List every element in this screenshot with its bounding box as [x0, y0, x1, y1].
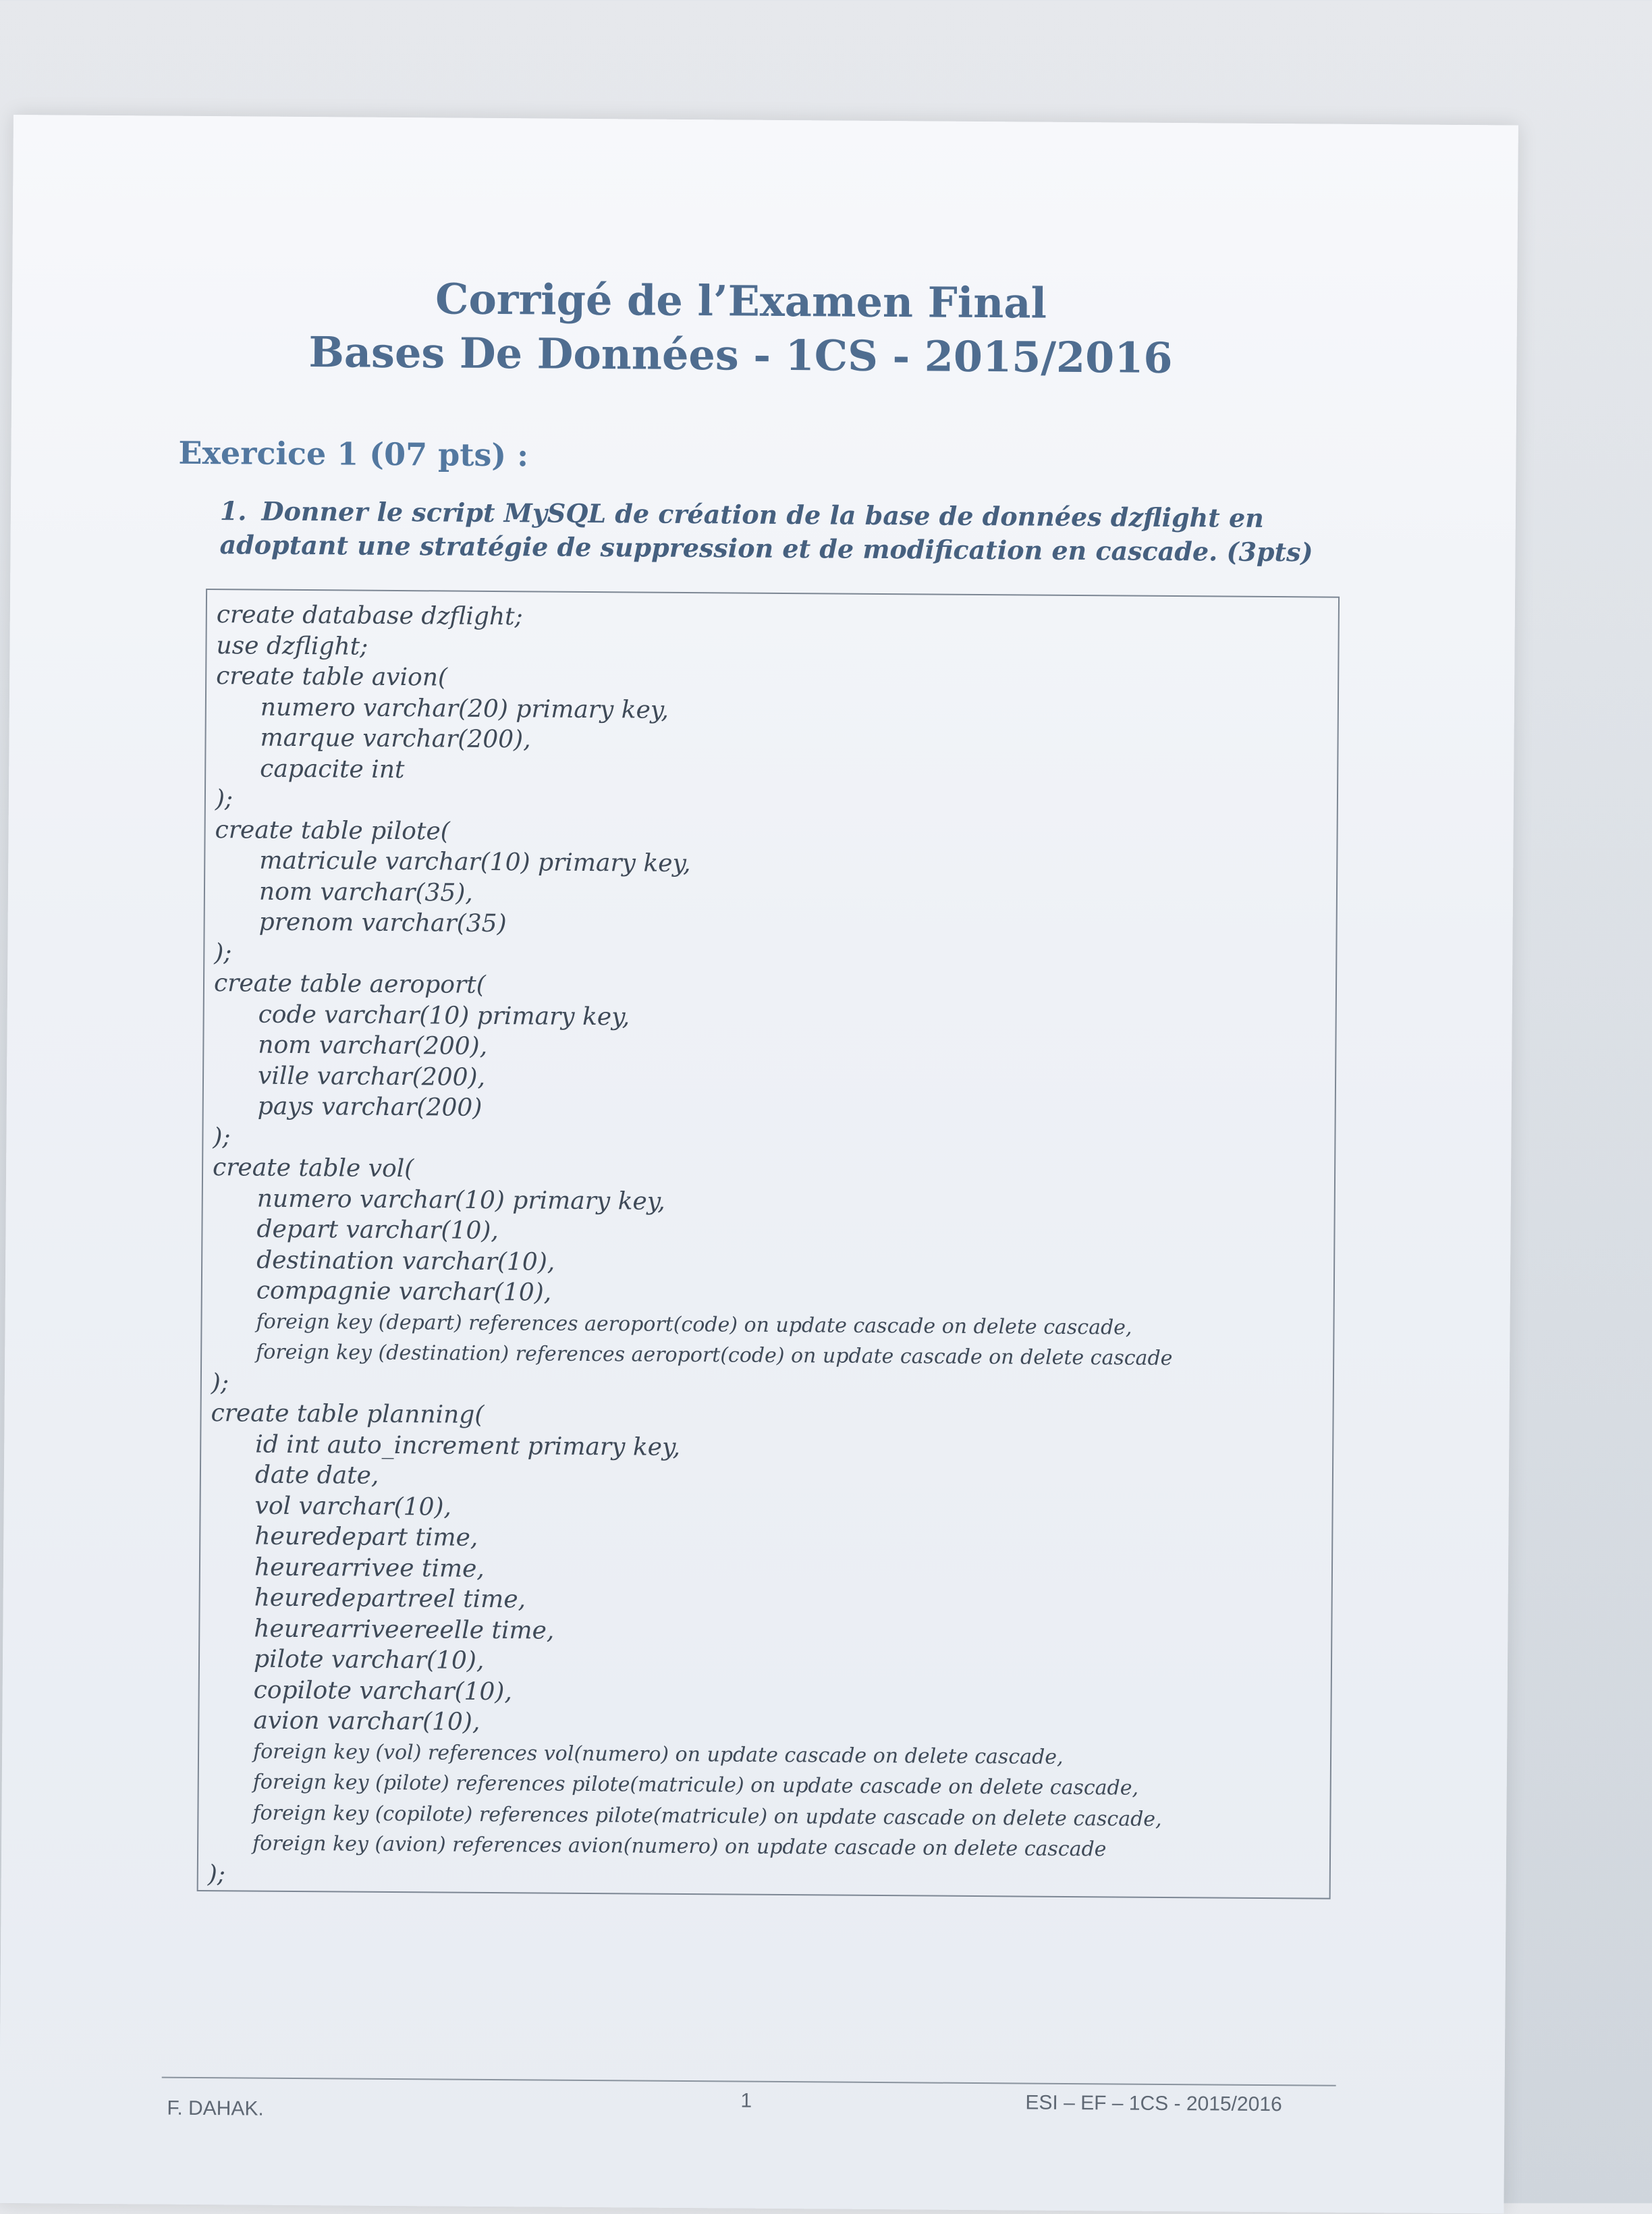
code-line: id int auto_increment primary key, [255, 1430, 681, 1461]
code-line: ville varchar(200), [257, 1062, 486, 1091]
footer-reference: ESI – EF – 1CS - 2015/2016 [1025, 2091, 1282, 2116]
document-subtitle: Bases De Données - 1CS - 2015/2016 [308, 327, 1173, 383]
code-line: create table vol( [212, 1154, 414, 1183]
footer-divider [162, 2077, 1336, 2086]
question [219, 494, 1381, 570]
code-line: ); [215, 785, 233, 813]
code-line: ); [214, 938, 232, 967]
code-line: nom varchar(35), [258, 878, 473, 907]
footer-author: F. DAHAK. [167, 2097, 264, 2120]
code-line: capacite int [260, 755, 405, 784]
code-line: copilote varchar(10), [253, 1676, 513, 1706]
code-line: foreign key (copilote) references pilote(matricule) on update cascade on delete cascade, [252, 1801, 1162, 1831]
code-line: heuredepartreel time, [254, 1584, 526, 1614]
code-line: pays varchar(200) [257, 1092, 483, 1122]
code-line: prenom varchar(35) [258, 908, 507, 938]
sql-script [208, 599, 1329, 1897]
question-text: Donner le script MySQL de création de la base de données dzflight en adoptant une stratégie de suppression et de modification en cascade. (3pts) [219, 495, 1313, 568]
question-number: 1. [219, 495, 247, 526]
code-line: ); [211, 1368, 229, 1397]
code-box [197, 589, 1340, 1899]
code-line: create table pilote( [215, 815, 450, 846]
code-line: depart varchar(10), [256, 1215, 499, 1245]
code-line: matricule varchar(10) primary key, [259, 846, 691, 878]
code-line: foreign key (depart) references aeroport(code) on update cascade on delete cascade, [256, 1310, 1132, 1340]
code-line: vol varchar(10), [254, 1492, 452, 1521]
footer-page-number: 1 [740, 2089, 752, 2112]
code-line: avion varchar(10), [253, 1706, 480, 1736]
code-line: create database dzflight; [216, 601, 523, 631]
code-line: date date, [254, 1461, 379, 1490]
code-line: create table aeroport( [213, 969, 486, 999]
code-line: foreign key (avion) references avion(numero) on update cascade on delete cascade [252, 1831, 1107, 1862]
code-line: create table planning( [211, 1399, 485, 1429]
code-line: create table avion( [216, 662, 448, 692]
code-line: foreign key (destination) references aeroport(code) on update cascade on delete cascade [256, 1340, 1173, 1371]
code-line: destination varchar(10), [256, 1246, 555, 1276]
exam-paper [0, 115, 1518, 2213]
exercise-heading: Exercice 1 (07 pts) : [178, 434, 529, 474]
code-line: numero varchar(10) primary key, [256, 1185, 665, 1216]
code-line: pilote varchar(10), [253, 1645, 485, 1675]
code-line: heurearrivee time, [254, 1553, 485, 1583]
code-line: compagnie varchar(10), [256, 1276, 552, 1307]
code-line: use dzflight; [216, 631, 368, 661]
code-line: heuredepart time, [254, 1522, 478, 1552]
code-line: ); [207, 1860, 226, 1888]
code-line: ); [213, 1123, 231, 1151]
code-line: nom varchar(200), [258, 1031, 488, 1060]
document-title: Corrigé de l’Examen Final [435, 274, 1047, 328]
code-line: code varchar(10) primary key, [258, 1000, 630, 1031]
code-line: foreign key (pilote) references pilote(matricule) on update cascade on delete cascade, [252, 1770, 1139, 1800]
code-line: foreign key (vol) references vol(numero) on update cascade on delete cascade, [252, 1739, 1064, 1769]
code-line: numero varchar(20) primary key, [260, 693, 669, 724]
code-line: heurearriveereelle time, [254, 1615, 555, 1645]
code-line: marque varchar(200), [260, 724, 531, 754]
